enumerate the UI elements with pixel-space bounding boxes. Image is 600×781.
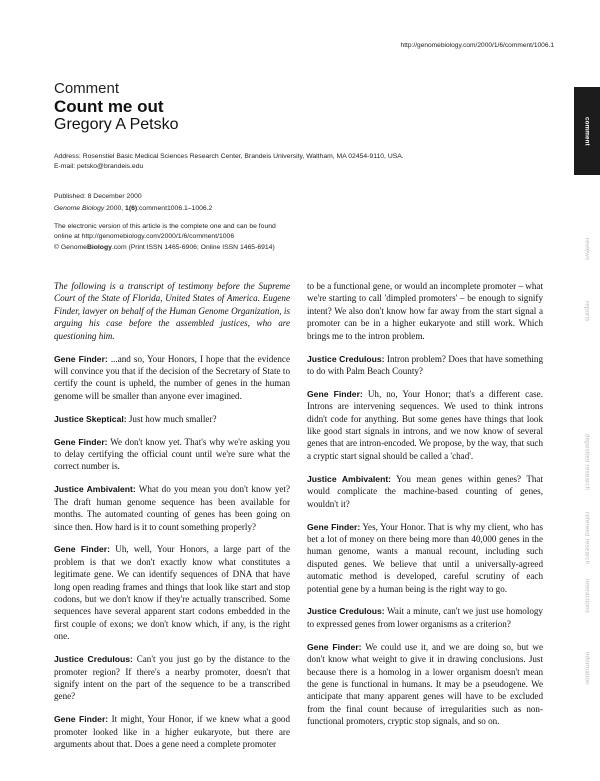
speaker: Gene Finder: [54,544,110,555]
paragraph [307,641,543,728]
paragraph-text: Intron problem? Does that have something to do with Palm Beach County? [307,353,543,376]
electronic-version-note[interactable]: The electronic version of this article is the complete one and can be found online at http://genomebiology.com/2000/1/6/comment/1006 [54,223,276,240]
paragraph-text: We could use it, and we are doing so, but we don't know what weight to give it in drawing conclusions. Just because there is a homolog in a lower organism doesn't mean the gene is functional in humans. It may be a pseudogene. We anticipate that many apparent genes will have to be excluded from the final count because of irregularities such as non-functional promoters, cryptic stop signals, and so on. [307,641,543,727]
paragraph [54,436,290,473]
tab-reports[interactable]: reports [583,300,591,322]
paragraph-text: It might, Your Honor, if we knew what a good promoter looked like in a higher eukaryote, but there are arguments about that. Does a gene need a complete promoter [54,714,290,750]
article-author: Gregory A Petsko [54,116,179,133]
paragraph [54,543,290,642]
tab-reviews[interactable]: reviews [583,237,591,261]
speaker: Gene Finder: [54,714,109,725]
address-line: Address: Rosenstiel Basic Medical Sciences Research Center, Brandeis University, Waltham, MA 02454-9110, USA. [54,153,404,160]
paragraph-text: Just how much smaller? [126,413,217,424]
journal-year: 2000, [104,205,126,212]
paragraph-text: Can't you just go by the distance to the promoter region? If there's a nearby promoter, doesn't that signify intent on the part of the sequence to be a transcribed gene? [54,654,290,702]
paragraph [307,280,543,342]
paragraph-text: The following is a transcript of testimony before the Supreme Court of the State of Florida, United States of America. Eugene Finder, lawyer on behalf of the Human Genome Organization, is arguing his case before the assembled justices, who are questioning him. [54,281,290,341]
paragraph-text: ...and so, Your Honors, I hope that the evidence will convince you that if the decision of the Secretary of State to certify the count is upheld, the number of genes in the human genome will be smaller than anyone ever imagined. [54,353,290,401]
published-date: Published: 8 December 2000 [54,193,142,200]
article-title: Count me out [54,97,164,116]
paragraph [307,388,543,462]
paragraph-text: Yes, Your Honor. That is why my client, who has bet a lot of money on there being more than 40,000 genes in the human genome, wants a manual recount, including such disputed genes. We believe that until a universally-agreed automatic method is developed, careful scrutiny of each potential gene by a human being is the right way to go. [307,521,543,594]
journal-issue: 1(6) [125,205,138,212]
paragraph-text: We don't know yet. That's why we're asking you to delay certifying the official count until we're sure what the correct number is. [54,436,290,472]
paragraph-text: Uh, no, Your Honor; that's a different case. Introns are intervening sequences. We used to think introns didn't code for anything. But some genes have things that look like good start signals in introns, and we now know of several genes that are intron-encoded. We propose, by the way, that such a cryptic start signal should be called a 'chad'. [307,388,543,461]
copyright-suffix: .com (Print ISSN 1465-6906; Online ISSN 1465-6914) [111,244,275,251]
speaker: Justice Credulous: [307,606,385,617]
speaker: Gene Finder: [54,353,108,364]
journal-pages: :comment1006.1–1006.2 [137,205,213,212]
speaker: Justice Credulous: [54,654,133,665]
tab-information[interactable]: information [583,651,591,685]
section-label: Comment [54,80,120,97]
email-line[interactable]: E-mail: petsko@brandeis.edu [54,162,144,170]
copyright-bold: Biology [86,244,112,251]
left-column [54,280,290,761]
speaker: Justice Skeptical: [54,413,127,424]
journal-citation [54,204,514,214]
paragraph [54,713,290,750]
paragraph-text: What do you mean you don't know yet? The draft human genome sequence has been available for months. The automated counting of genes has been going on since then. How hard is it to count something properly? [54,484,290,532]
paragraph-text: Uh, well, Your Honors, a large part of the problem is that we don't exactly know what constitutes a legitimate gene. We can identify sequences of DNA that have long open reading frames and things that look like start and stop codons, but we don't know if they're actually transcribed. Some sequences have several apparent start codons embedded in the first couple of exons; we don't know which, if any, is the right one. [54,544,290,642]
tab-comment[interactable]: comment [574,87,600,175]
speaker: Gene Finder: [307,521,361,532]
speaker: Gene Finder: [54,436,108,447]
tab-deposited-research[interactable]: deposited research [583,433,591,491]
author-address [54,152,514,172]
speaker: Justice Ambivalent: [307,473,392,484]
paragraph [307,353,543,378]
paragraph [54,353,290,403]
paragraph [307,521,543,595]
paragraph [54,483,290,533]
paragraph-text: Wait a minute, can't we just use homology to expressed genes from lower organisms as a criterion? [307,606,543,629]
tab-interactions[interactable]: interactions [583,578,591,614]
article-url[interactable]: http://genomebiology.com/2000/1/6/comment/1006.1 [400,42,554,49]
copyright-line [54,243,514,253]
paragraph-text: to be a functional gene, or would an incomplete promoter – what we're starting to call 'dimpled promoters' – be enough to signify intent? We also don't know how far away from the start signal a promoter can be in a higher eukaryote and still work. Which brings me to the intron problem. [307,281,543,341]
paragraph [54,280,290,342]
speaker: Gene Finder: [307,388,363,399]
copyright-prefix: © Genome [54,244,87,251]
speaker: Justice Credulous: [307,353,385,364]
paragraph [54,413,290,425]
journal-name: Genome Biology [54,205,105,212]
right-column [307,280,543,738]
paragraph-text: You mean genes within genes? That would complicate the machine-based counting of genes, wouldn't it? [307,473,543,509]
section-sidebar [574,87,600,781]
paragraph [54,653,290,703]
paragraph [307,473,543,510]
paragraph [307,605,543,630]
speaker: Justice Ambivalent: [54,484,136,495]
tab-refereed-research[interactable]: refereed research [583,511,591,565]
speaker: Gene Finder: [307,641,362,652]
